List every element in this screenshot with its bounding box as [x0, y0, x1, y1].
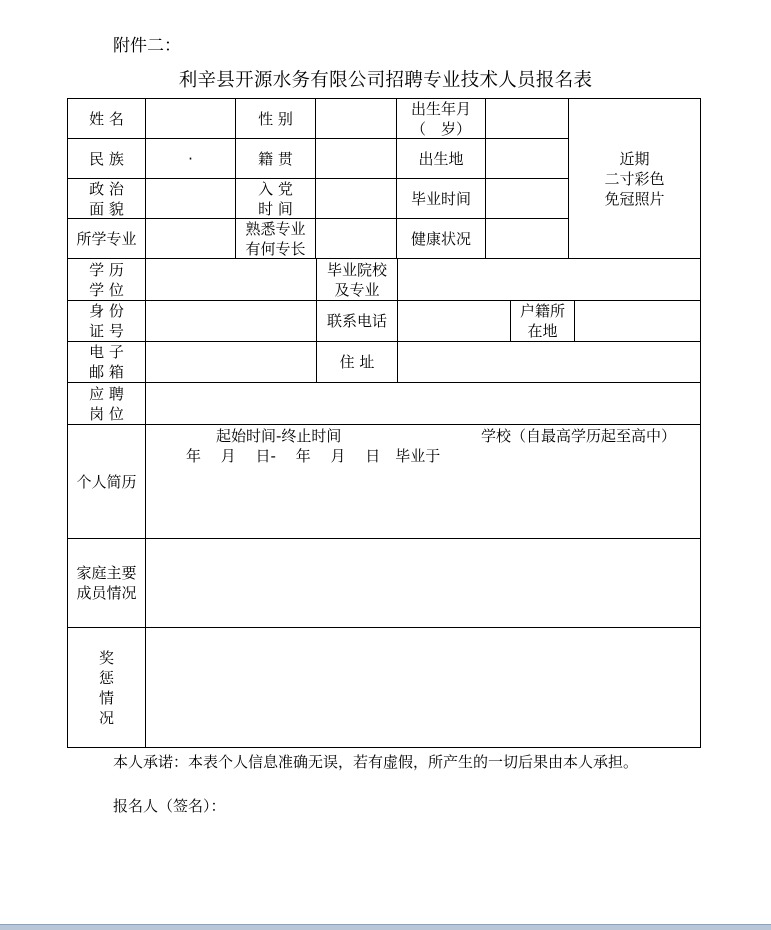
form-title: 利辛县开源水务有限公司招聘专业技术人员报名表: [178, 70, 593, 91]
label-major: 所学专业: [67, 218, 146, 259]
label-awards: 奖 惩 情 况: [67, 627, 146, 748]
input-health[interactable]: [485, 218, 569, 259]
input-awards[interactable]: [145, 627, 701, 748]
input-political-status[interactable]: [145, 178, 236, 219]
photo-area: 近期 二寸彩色 免冠照片: [568, 98, 701, 259]
input-school-major[interactable]: [397, 258, 701, 301]
label-graduation-time: 毕业时间: [396, 178, 486, 219]
input-native-place[interactable]: [315, 138, 397, 179]
input-education[interactable]: [145, 258, 317, 301]
input-party-join-date[interactable]: [315, 178, 397, 219]
label-resume: 个人简历: [67, 424, 146, 539]
input-skills[interactable]: [315, 218, 397, 259]
label-phone: 联系电话: [316, 300, 398, 342]
input-address[interactable]: [397, 341, 701, 383]
label-name: 姓 名: [67, 98, 146, 139]
input-major[interactable]: [145, 218, 236, 259]
label-id-number: 身 份 证 号: [67, 300, 146, 342]
label-political-status: 政 治 面 貌: [67, 178, 146, 219]
label-household-registration: 户籍所 在地: [510, 300, 575, 342]
resume-header-time: 起始时间-终止时间: [216, 427, 342, 445]
input-name[interactable]: [145, 98, 236, 139]
input-id-number[interactable]: [145, 300, 317, 342]
label-education: 学 历 学 位: [67, 258, 146, 301]
label-party-join-date: 入 党 时 间: [235, 178, 316, 219]
label-skills: 熟悉专业 有何专长: [235, 218, 316, 259]
label-email: 电 子 邮 箱: [67, 341, 146, 383]
resume-date-line: 年 月 日- 年 月 日 毕业于: [186, 447, 441, 465]
label-address: 住 址: [316, 341, 398, 383]
input-email[interactable]: [145, 341, 317, 383]
input-birth-date[interactable]: [485, 98, 569, 139]
label-ethnic: 民 族: [67, 138, 146, 179]
input-birthplace[interactable]: [485, 138, 569, 179]
signature-label: 报名人（签名）：: [113, 797, 226, 815]
input-graduation-time[interactable]: [485, 178, 569, 219]
label-family: 家庭主要 成员情况: [67, 538, 146, 628]
input-ethnic[interactable]: ·: [145, 138, 236, 179]
label-birth-date: 出生年月 （ 岁）: [396, 98, 486, 139]
input-position[interactable]: [145, 382, 701, 425]
window-bottom-edge: [0, 924, 771, 930]
label-school-major: 毕业院校 及专业: [316, 258, 398, 301]
label-birthplace: 出生地: [396, 138, 486, 179]
label-gender: 性 别: [235, 98, 316, 139]
label-health: 健康状况: [396, 218, 486, 259]
resume-header-school: 学校（自最高学历起至高中）: [481, 427, 677, 445]
label-native-place: 籍 贯: [235, 138, 316, 179]
attachment-label: 附件二：: [113, 36, 181, 56]
input-gender[interactable]: [315, 98, 397, 139]
input-resume[interactable]: [145, 424, 701, 539]
pledge-statement: 本人承诺：本表个人信息准确无误，若有虚假，所产生的一切后果由本人承担。: [113, 753, 639, 771]
label-position: 应 聘 岗 位: [67, 382, 146, 425]
input-family[interactable]: [145, 538, 701, 628]
registration-form-table: [67, 98, 701, 748]
input-household-registration[interactable]: [574, 300, 701, 342]
input-phone[interactable]: [397, 300, 511, 342]
